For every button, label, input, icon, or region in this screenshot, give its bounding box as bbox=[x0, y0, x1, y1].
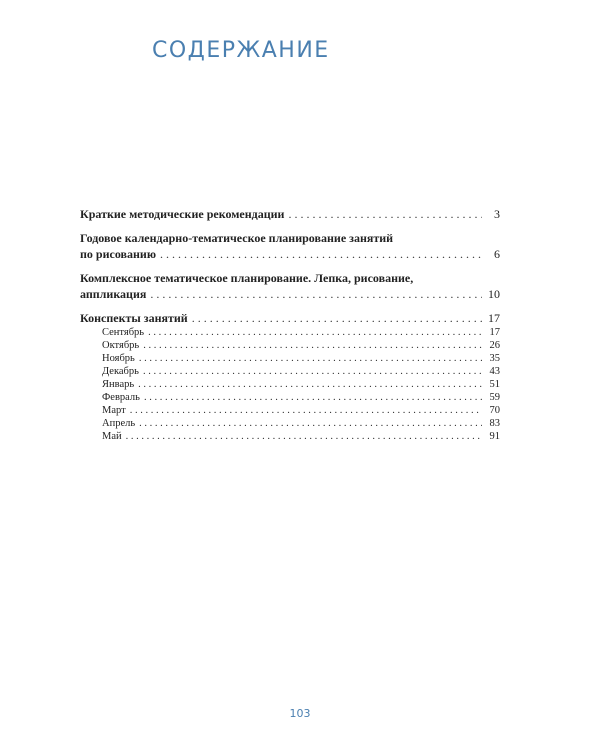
dot-leader bbox=[160, 246, 482, 262]
toc-subentry-label: Май bbox=[102, 431, 122, 442]
toc-subentry bbox=[80, 391, 500, 404]
toc-subentry bbox=[80, 339, 500, 352]
dot-leader bbox=[192, 310, 482, 326]
toc-subentry-page: 83 bbox=[489, 418, 500, 429]
toc-entry-label-line1: Комплексное тематическое планирование. Лепка, рисование, bbox=[80, 271, 414, 285]
toc-entry-complex-planning bbox=[80, 270, 500, 302]
toc-subentry bbox=[80, 365, 500, 378]
page-title: СОДЕРЖАНИЕ bbox=[152, 38, 330, 63]
toc-subentry bbox=[80, 417, 500, 430]
dot-leader bbox=[126, 430, 482, 443]
toc-entry-annual-planning bbox=[80, 230, 500, 262]
toc-entry-page: 10 bbox=[488, 287, 500, 301]
toc-subentry bbox=[80, 352, 500, 365]
dot-leader bbox=[130, 404, 482, 417]
toc-subentry-page: 17 bbox=[489, 327, 500, 338]
toc-entry-lesson-notes bbox=[80, 310, 500, 443]
toc-entry-label-line2: по рисованию bbox=[80, 247, 157, 261]
toc-subentry-page: 91 bbox=[489, 431, 500, 442]
toc-entry-page: 3 bbox=[494, 207, 500, 221]
toc-subentry-page: 26 bbox=[489, 340, 500, 351]
toc-subentry-label: Январь bbox=[102, 379, 135, 390]
toc-subentry-label: Ноябрь bbox=[102, 353, 135, 364]
toc-subentry-label: Декабрь bbox=[102, 366, 139, 377]
toc-subentry-label: Октябрь bbox=[102, 340, 140, 351]
dot-leader bbox=[138, 378, 482, 391]
toc-subentry-page: 70 bbox=[489, 405, 500, 416]
dot-leader bbox=[143, 365, 482, 378]
toc-subentry-label: Сентябрь bbox=[102, 327, 145, 338]
toc-subentry-label: Февраль bbox=[102, 392, 140, 403]
dot-leader bbox=[139, 352, 482, 365]
toc-entry-label-line2: аппликация bbox=[80, 287, 147, 301]
toc-entry-label: Конспекты занятий bbox=[80, 311, 188, 325]
toc-entry-label: Краткие методические рекомендации bbox=[80, 207, 285, 221]
dot-leader bbox=[150, 286, 482, 302]
toc-subentry bbox=[80, 378, 500, 391]
table-of-contents bbox=[80, 206, 500, 451]
toc-entry-page: 6 bbox=[494, 247, 500, 261]
toc-subentry bbox=[80, 404, 500, 417]
page-number: 103 bbox=[289, 707, 311, 720]
toc-subentry-page: 35 bbox=[489, 353, 500, 364]
toc-subentry-page: 51 bbox=[489, 379, 500, 390]
dot-leader bbox=[139, 417, 482, 430]
dot-leader bbox=[144, 391, 482, 404]
toc-entry-page: 17 bbox=[488, 311, 500, 325]
toc-subentry-label: Апрель bbox=[102, 418, 136, 429]
dot-leader bbox=[143, 339, 482, 352]
dot-leader bbox=[148, 326, 482, 339]
dot-leader bbox=[288, 206, 482, 222]
toc-entry-label-line1: Годовое календарно-тематическое планирование занятий bbox=[80, 231, 394, 245]
toc-subentry bbox=[80, 326, 500, 339]
toc-entry-recommendations bbox=[80, 206, 500, 222]
toc-subentry-page: 59 bbox=[489, 392, 500, 403]
toc-subentry bbox=[80, 430, 500, 443]
toc-subentry-label: Март bbox=[102, 405, 126, 416]
toc-subentry-page: 43 bbox=[489, 366, 500, 377]
